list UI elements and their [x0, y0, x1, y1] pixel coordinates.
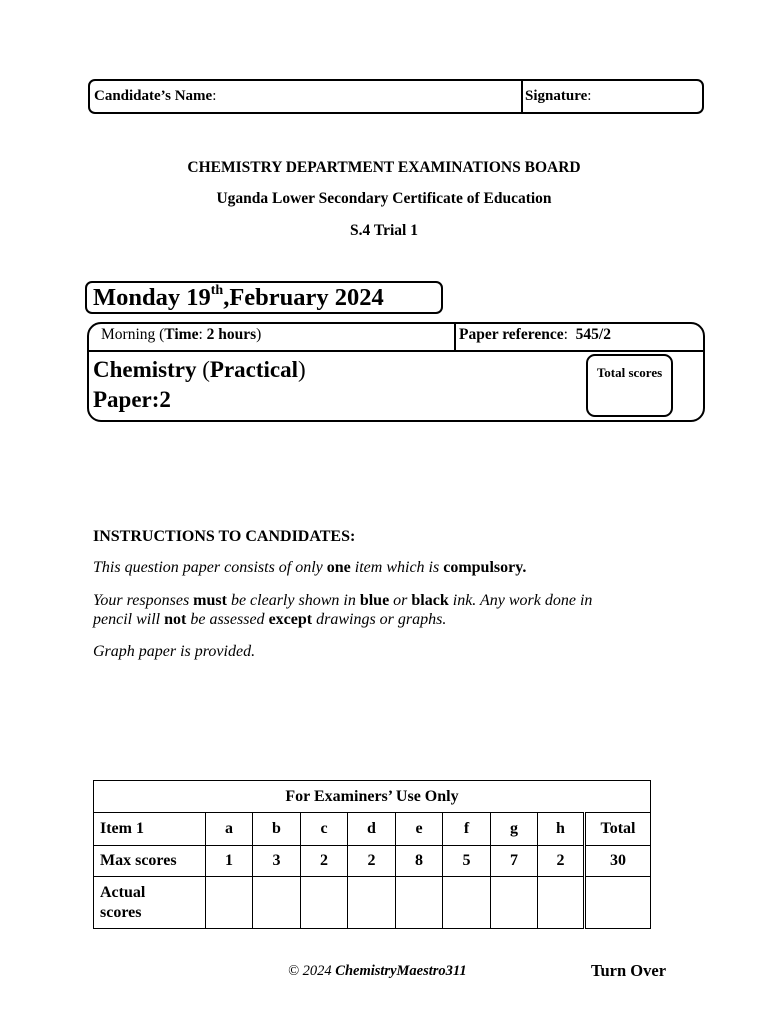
total-header: Total	[585, 813, 651, 846]
examiners-table	[93, 780, 651, 929]
actual-total-cell[interactable]	[585, 877, 651, 929]
subject-type: Practical	[209, 357, 299, 382]
max-score-cell: 5	[443, 846, 491, 877]
actual-score-cell[interactable]	[301, 877, 348, 929]
candidate-name-field[interactable]: Candidate’s Name:	[90, 81, 523, 112]
column-header: d	[348, 813, 396, 846]
turn-over: Turn Over	[591, 961, 667, 980]
total-scores-label: Total scores	[596, 365, 663, 380]
max-score-cell: 2	[348, 846, 396, 877]
subject-name: Chemistry	[93, 357, 197, 382]
paper-reference: Paper reference: 545/2	[459, 326, 611, 343]
max-total-cell: 30	[585, 846, 651, 877]
actual-score-cell[interactable]	[538, 877, 585, 929]
column-header: b	[253, 813, 301, 846]
instruction-line-4: Graph paper is provided.	[93, 643, 256, 660]
date-day: Monday 19	[93, 284, 211, 311]
instruction-line-1: This question paper consists of only one item which is compulsory.	[93, 559, 527, 576]
session-time: Morning (Time: 2 hours)	[89, 324, 456, 350]
date-ordinal: th	[210, 282, 224, 298]
item-label: Item 1	[94, 813, 206, 846]
board-title: CHEMISTRY DEPARTMENT EXAMINATIONS BOARD	[187, 159, 581, 176]
time-value: 2 hours	[206, 326, 257, 343]
candidate-name-label: Candidate’s Name	[94, 88, 213, 104]
max-score-cell: 2	[301, 846, 348, 877]
actual-score-cell[interactable]	[253, 877, 301, 929]
max-score-cell: 1	[206, 846, 253, 877]
column-header: f	[443, 813, 491, 846]
signature-label: Signature	[525, 88, 588, 104]
exam-date	[85, 281, 443, 314]
instructions-heading: INSTRUCTIONS TO CANDIDATES:	[93, 528, 356, 545]
certificate-title: Uganda Lower Secondary Certificate of Education	[216, 190, 552, 207]
column-header: a	[206, 813, 253, 846]
max-score-cell: 3	[253, 846, 301, 877]
actual-score-cell[interactable]	[206, 877, 253, 929]
max-score-cell: 7	[491, 846, 538, 877]
actual-score-cell[interactable]	[396, 877, 443, 929]
column-header: e	[396, 813, 443, 846]
session: Morning	[101, 326, 156, 343]
column-header: h	[538, 813, 585, 846]
max-scores-label: Max scores	[94, 846, 206, 877]
max-score-cell: 2	[538, 846, 585, 877]
trial-title: S.4 Trial 1	[350, 222, 418, 239]
actual-score-cell[interactable]	[348, 877, 396, 929]
signature-field[interactable]: Signature:	[525, 88, 592, 104]
instruction-line-3: pencil will not be assessed except drawings or graphs.	[93, 611, 447, 628]
time-label: Time	[164, 326, 199, 343]
subject-title: Chemistry (Practical) Paper:2	[93, 355, 306, 415]
paper-number: Paper:2	[93, 387, 171, 412]
actual-score-cell[interactable]	[443, 877, 491, 929]
actual-scores-label: Actual scores	[94, 877, 206, 929]
date-month-year: ,February 2024	[223, 284, 384, 311]
actual-score-cell[interactable]	[491, 877, 538, 929]
instruction-line-2: Your responses must be clearly shown in blue or black ink. Any work done in	[93, 592, 593, 609]
column-header: g	[491, 813, 538, 846]
copyright: © 2024 ChemistryMaestro311	[288, 963, 467, 979]
candidate-box	[88, 79, 704, 114]
paper-info-row	[89, 324, 703, 352]
examiners-table-title: For Examiners’ Use Only	[94, 781, 651, 813]
total-scores-box[interactable]	[586, 354, 673, 417]
ref-value: 545/2	[575, 326, 611, 343]
column-header: c	[301, 813, 348, 846]
ref-label: Paper reference	[459, 326, 564, 343]
author: ChemistryMaestro311	[335, 963, 467, 979]
max-score-cell: 8	[396, 846, 443, 877]
